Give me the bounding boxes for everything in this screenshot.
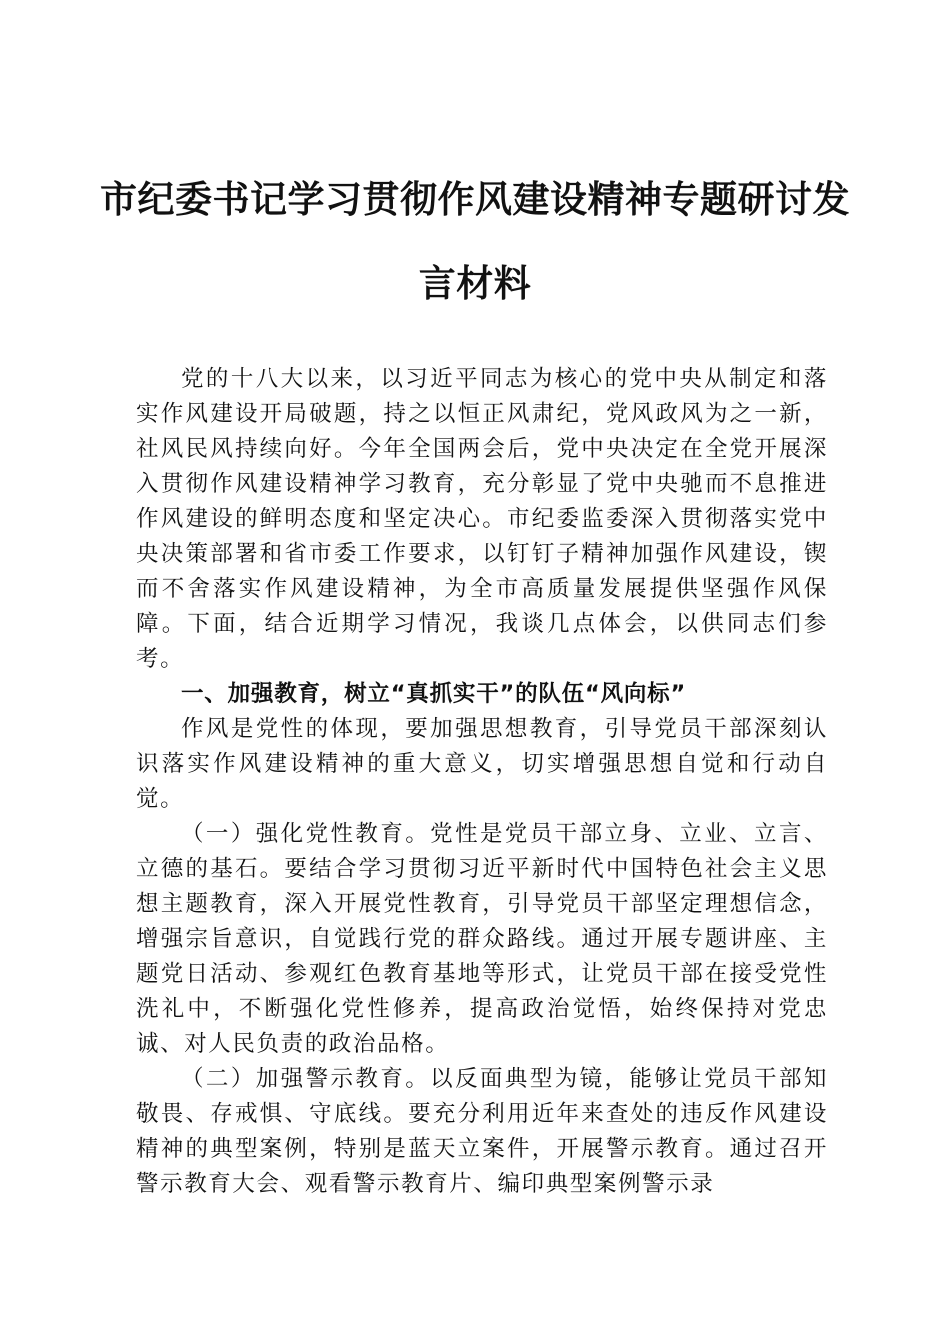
subsection-2-text: 以反面典型为镜，能够让党员干部知敬畏、存戒惧、守底线。要充分利用近年来查处的违反作风建设精神的典型案例，特别是蓝天立案件，开展警示教育。通过召开警示教育大会、观看警示教育片、编印典型案例警示录 [136, 1066, 828, 1197]
subsection-2-lead: （二）加强警示教育。 [181, 1066, 431, 1092]
subsection-2-paragraph [136, 1062, 828, 1202]
subsection-1-paragraph [136, 817, 828, 1062]
section-1-intro-paragraph: 作风是党性的体现，要加强思想教育，引导党员干部深刻认识落实作风建设精神的重大意义，切实增强思想自觉和行动自觉。 [136, 716, 828, 812]
document-title: 市纪委书记学习贯彻作风建设精神专题研讨发言材料 [100, 178, 850, 305]
document-body [136, 362, 828, 1202]
section-1-heading: 一、加强教育，树立“真抓实干”的队伍“风向标” [181, 681, 687, 707]
subsection-1-text: 党性是党员干部立身、立业、立言、立德的基石。要结合学习贯彻习近平新时代中国特色社会主义思想主题教育，深入开展党性教育，引导党员干部坚定理想信念，增强宗旨意识，自觉践行党的群众路线。通过开展专题讲座、主题党日活动、参观红色教育基地等形式，让党员干部在接受党性洗礼中，不断强化党性修养，提高政治觉悟，始终保持对党忠诚、对人民负责的政治品格。 [136, 821, 828, 1057]
subsection-1-lead: （一）强化党性教育。 [181, 821, 431, 847]
intro-paragraph: 党的十八大以来，以习近平同志为核心的党中央从制定和落实作风建设开局破题，持之以恒正风肃纪，党风政风为之一新，社风民风持续向好。今年全国两会后，党中央决定在全党开展深入贯彻作风建设精神学习教育，充分彰显了党中央驰而不息推进作风建设的鲜明态度和坚定决心。市纪委监委深入贯彻落实党中央决策部署和省市委工作要求，以钉钉子精神加强作风建设，锲而不舍落实作风建设精神，为全市高质量发展提供坚强作风保障。下面，结合近期学习情况，我谈几点体会，以供同志们参考。 [136, 366, 828, 672]
